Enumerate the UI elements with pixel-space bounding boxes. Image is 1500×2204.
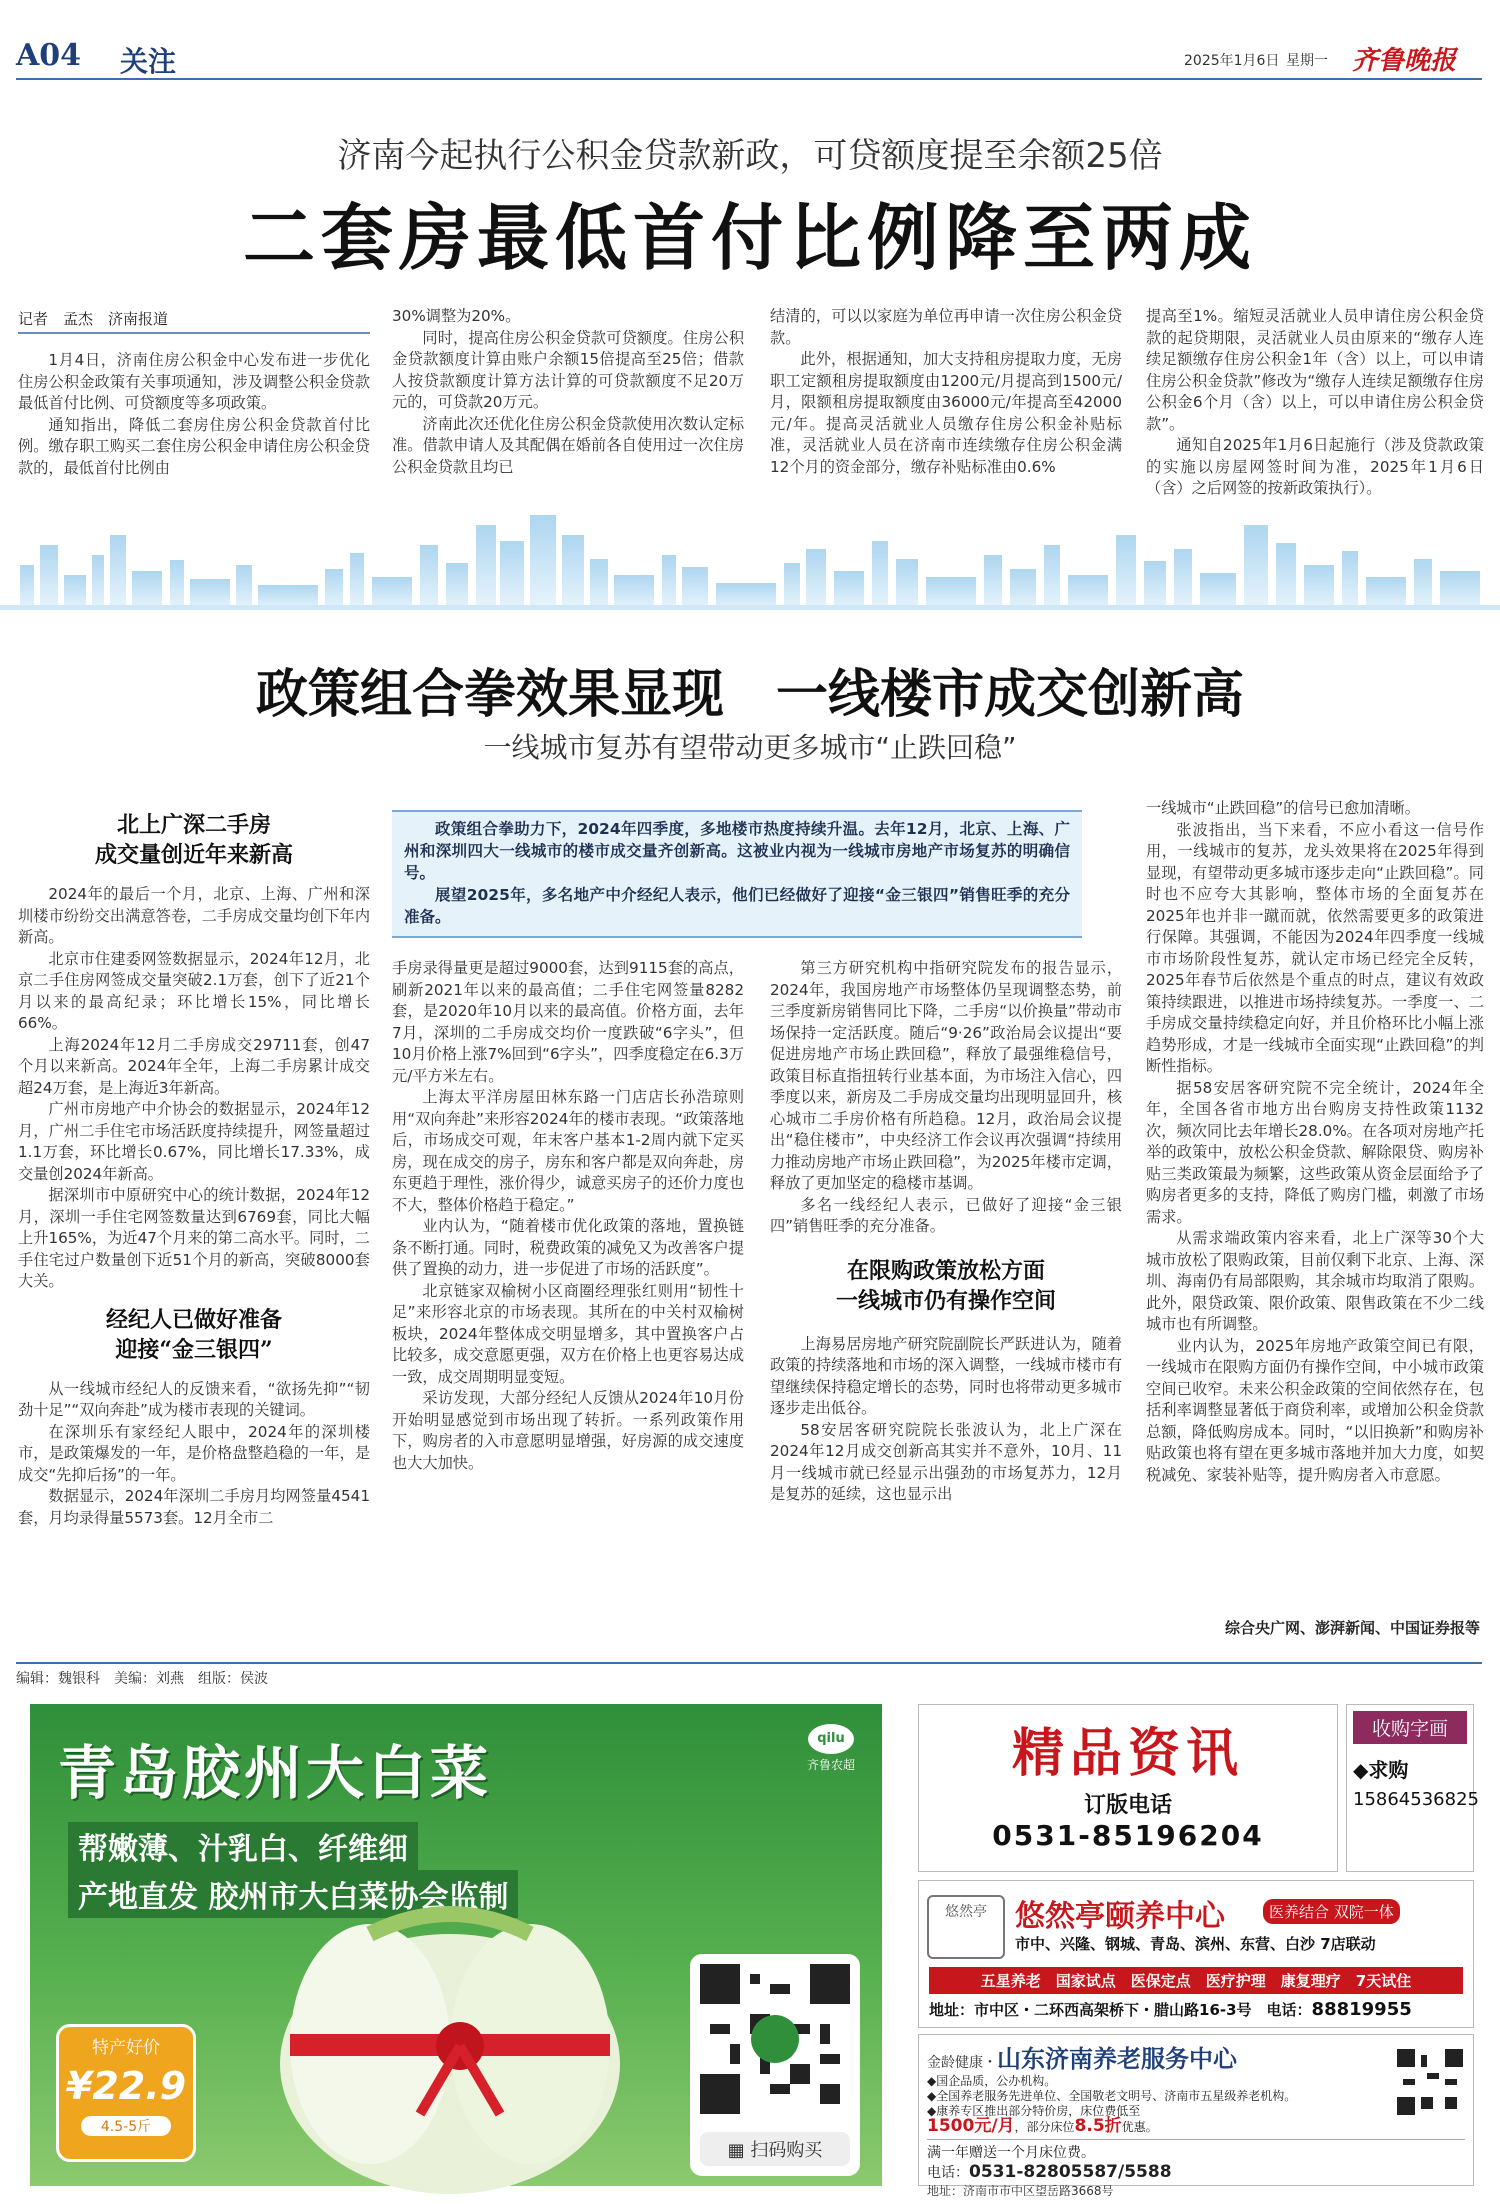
page-header — [16, 30, 1482, 80]
paragraph: 采访发现，大部分经纪人反馈从2024年10月份开始明显感觉到市场出现了转折。一系列政策作用下，购房者的入市意愿明显增强，好房源的成交速度也大大加快。 — [392, 1389, 744, 1472]
issue-weekday: 星期一 — [1286, 53, 1328, 69]
subheading-1: 北上广深二手房 成交量创近年来新高 — [94, 812, 293, 868]
brand-name: 齐鲁农超 — [806, 1758, 855, 1772]
collect-ad[interactable] — [1346, 1704, 1479, 1872]
collect-buy: ◆求购 — [1353, 1758, 1409, 1782]
main-column-4 — [1146, 798, 1484, 1613]
qr-label[interactable]: ▦ 扫码购买 — [700, 2132, 850, 2166]
paragraph: 业内认为，“随着楼市优化政策的落地，置换链条不断打通。同时，税费政策的减免又为改善客户提供了置换的动力，进一步促进了市场的活跃度”。 — [392, 1217, 744, 1278]
elder-price: 1500元/月 — [927, 2116, 1015, 2136]
main-subhead: 一线城市复苏有望带动更多城市“止跌回稳” — [483, 731, 1017, 764]
elder-tel: 0531-82805587/5588 — [969, 2162, 1172, 2182]
paragraph: 1月4日，济南住房公积金中心发布进一步优化住房公积金政策有关事项通知，涉及调整公积金贷款最低首付比例、可贷额度等多项政策。 — [18, 351, 370, 412]
youran-address — [929, 1999, 1412, 2020]
main-column-3 — [770, 958, 1122, 1640]
paragraph: 业内认为，2025年房地产政策空间已有限，一线城市在限购方面仍有操作空间，中小城市政策空间已收窄。未来公积金政策的空间依然存在，包括利率调整显著低于商贷利率，或增加公积金贷款总额，降低购房成本。同时，“以旧换新”和购房补贴政策也将有望在更多城市落地并加大力度，如契税减免、家装补贴等，提升购房者入市意愿。 — [1146, 1336, 1484, 1484]
paragraph: 上海易居房地产研究院副院长严跃进认为，随着政策的持续落地和市场的深入调整，一线城市楼市有望继续保持稳定增长的态势，同时也将带动更多城市逐步走出低谷。 — [770, 1334, 1122, 1417]
top-column-3 — [770, 306, 1122, 515]
paragraph: 提高至1%。缩短灵活就业人员申请住房公积金贷款的起贷期限，灵活就业人员由原来的“缴存人连续足额缴存住房公积金1年（含）以上，可以申请住房公积金贷款”修改为“缴存人连续足额缴存住房公积金6个月（含）以上，可以申请住房公积金贷款”。 — [1146, 307, 1484, 433]
price-value: ¥22.9 — [65, 2064, 187, 2108]
elder-tel-label: 电话： — [927, 2165, 969, 2181]
youran-cities: 市中、兴隆、钢城、青岛、滨州、东营、白沙 7店联动 — [1015, 1935, 1376, 1953]
elder-tel-row — [927, 2162, 1465, 2182]
paragraph: 北京链家双榆树小区商圈经理张红则用“韧性十足”来形容北京的市场表现。其所在的中关村双榆树板块，2024年整体成交明显增多，其中置换客户占比较多，成交意愿更强，双方在价格上也更容易达成一致，成交周期明显变短。 — [392, 1281, 744, 1386]
brand-badge: qilu — [808, 1724, 854, 1754]
paragraph: 从需求端政策内容来看，北上广深等30个大城市放松了限购政策，目前仅剩下北京、上海、深圳、海南仍有局部限购，其余城市均取消了限购。此外，限贷政策、限价政策、限售政策在不少二线城市也有所调整。 — [1146, 1229, 1484, 1333]
paragraph: 数据显示，2024年深圳二手房月均网签量4541套，月均录得量5573套。12月全市二 — [18, 1487, 370, 1527]
top-headline: 二套房最低首付比例降至两成 — [242, 195, 1257, 280]
lead-box — [392, 810, 1082, 938]
elder-tail: ，部分床位 — [1014, 2120, 1075, 2134]
top-column-4 — [1146, 306, 1484, 515]
top-byline: 记者 孟杰 济南报道 — [18, 308, 370, 334]
paragraph: 在深圳乐有家经纪人眼中，2024年的深圳楼市，是政策爆发的一年，是价格盘整趋稳的一年，是成交“先抑后扬”的一年。 — [18, 1422, 370, 1484]
elder-discount: 8.5折 — [1074, 2116, 1122, 2136]
elder-item: ◆康养专区推出部分特价房，床位费低至 — [927, 2104, 1141, 2118]
sources-credit: 综合央广网、澎湃新闻、中国证券报等 — [1224, 1619, 1480, 1637]
youran-title: 悠然亭颐养中心 — [1015, 1899, 1225, 1934]
info-ad[interactable] — [918, 1704, 1338, 1872]
paragraph: 2024年的最后一个月，北京、上海、广州和深圳楼市纷纷交出满意答卷，二手房成交量均创下年内新高。 — [18, 885, 370, 946]
subheading-3: 在限购政策放松方面 一线城市仍有操作空间 — [835, 1257, 1056, 1314]
paragraph: 广州市房地产中介协会的数据显示，2024年12月，广州二手住宅市场活跃度持续提升，网签量超过1.1万套，环比增长0.67%，同比增长17.33%，成交量创2024年新高。 — [18, 1100, 370, 1183]
paragraph: 展望2025年，多名地产中介经纪人表示，他们已经做好了迎接“金三银四”销售旺季的充分准备。 — [404, 886, 1070, 926]
paper-logo: 齐鲁晚报 — [1352, 46, 1457, 76]
collect-phone: 15864536825 — [1353, 1789, 1479, 1810]
youran-logo: 悠然亭 — [927, 1895, 1005, 1959]
info-ad-title: 精品资讯 — [1011, 1723, 1244, 1784]
paragraph: 从一线城市经纪人的反馈来看，“欲扬先抑”“韧劲十足”“双向奔赴”成为楼市表现的关键词。 — [18, 1379, 370, 1419]
paragraph: 上海2024年12月二手房成交29711套，创47个月以来新高。2024年全年，上海二手房累计成交超24万套，是上海近3年新高。 — [18, 1035, 370, 1097]
paragraph: 北京市住建委网签数据显示，2024年12月，北京二手住房网签成交量突破2.1万套，创下了近21个月以来的最高纪录；环比增长15%，同比增长66%。 — [18, 949, 370, 1032]
paragraph: 据58安居客研究院不完全统计，2024年全年，全国各省市地方出台购房支持性政策1132次，频次同比去年增长28.0%。在各项对房地产托举的政策中，放松公积金贷款、解除限贷、购房补贴三类政策最为频繁，这些政策从资金层面给予了购房者更多的支持，降低了购房门槛，刺激了市场需求。 — [1146, 1078, 1484, 1226]
paragraph: 通知指出，降低二套房住房公积金贷款首付比例。缴存职工购买二套住房公积金申请住房公积金贷款的，最低首付比例由 — [18, 415, 370, 477]
paragraph: 此外，根据通知，加大支持租房提取力度，无房职工定额租房提取额度由1200元/月提高到1500元/月，限额租房提取额度由36000元/年提高至42000元/年。提高灵活就业人员缴存住房公积金补贴标准，灵活就业人员在济南市连续缴存住房公积金满12个月的资金部分，缴存补贴标准由0.6% — [770, 350, 1122, 476]
section-name: 关注 — [120, 45, 177, 78]
youran-ad[interactable] — [918, 1880, 1474, 2028]
cabbage-feature-1: 帮嫩薄、汁乳白、纤维细 — [68, 1822, 418, 1870]
paragraph: 据深圳市中原研究中心的统计数据，2024年12月，深圳一手住宅网签数量达到6769套，同比大幅上升165%，为近47个月来的第二高水平。同时，二手住宅过户数量创下近51个月的新高，突破8000套大关。 — [18, 1186, 370, 1290]
price-weight: 4.5-5斤 — [81, 2116, 171, 2136]
elder-qr-code-icon[interactable] — [1397, 2049, 1463, 2115]
paragraph: 政策组合拳助力下，2024年四季度，多地楼市热度持续升温。去年12月，北京、上海、广州和深圳四大一线城市的楼市成交量齐创新高。这被业内视为一线城市房地产市场复苏的明确信号。 — [404, 820, 1070, 882]
editor-credits — [16, 1662, 1482, 1688]
paragraph: 同时，提高住房公积金贷款可贷额度。住房公积金贷款额度计算由账户余额15倍提高至25倍；借款人按贷款额度计算方法计算的可贷款额度不足20万元的，可贷款20万元。 — [392, 328, 744, 411]
top-kicker: 济南今起执行公积金贷款新政，可贷额度提至余额25倍 — [337, 136, 1163, 176]
youran-tel: 88819955 — [1311, 1999, 1412, 2020]
qr-code-icon — [700, 1964, 850, 2114]
main-column-2 — [392, 958, 744, 1640]
price-badge-top: 特产好价 — [92, 2038, 160, 2058]
paragraph: 第三方研究机构中指研究院发布的报告显示，2024年，我国房地产市场整体仍呈现调整态势，前三季度新房销售同比下降，二手房“以价换量”带动市场保持一定活跃度。随后“9·26”政治局会议提出“要促进房地产市场止跌回稳”，释放了最强维稳信号，政策目标直指扭转行业基本面，为市场注入信心，四季度以来，新房及二手房成交量均出现明显回升，核心城市二手房价格有所趋稳。12月，政治局会议提出“稳住楼市”，中央经济工作会议再次强调“持续用力推动房地产市场止跌回稳”，为2025年楼市定调，释放了更加坚定的稳楼市基调。 — [770, 959, 1122, 1192]
paragraph: 58安居客研究院院长张波认为，北上广深在2024年12月成交创新高其实并不意外，10月、11月一线城市就已经显示出强劲的市场复苏力，12月是复苏的延续，这也显示出 — [770, 1420, 1122, 1503]
top-column-1 — [18, 350, 370, 515]
qr-label-text: 扫码购买 — [750, 2140, 823, 2161]
main-headline: 政策组合拳效果显现 一线楼市成交创新高 — [255, 664, 1244, 725]
cabbage-illustration — [220, 1874, 680, 2204]
collect-tag: 收购字画 — [1353, 1711, 1467, 1744]
elder-promo: 满一年赠送一个月床位费。 — [927, 2139, 1465, 2162]
issue-date: 2025年1月6日 — [1184, 53, 1280, 69]
info-ad-sub: 订版电话 — [1083, 1793, 1172, 1818]
qr-code-card[interactable] — [690, 1954, 860, 2176]
elder-title-row — [927, 2039, 1465, 2074]
youran-badge: 医养结合 双院一体 — [1263, 1899, 1400, 1924]
elder-care-ad[interactable] — [918, 2034, 1474, 2198]
brand-logo — [796, 1724, 866, 1773]
paragraph: 济南此次还优化住房公积金贷款使用次数认定标准。借款申请人及其配偶在婚前各自使用过一次住房公积金贷款且均已 — [392, 414, 744, 476]
price-badge — [56, 2024, 196, 2162]
paragraph: 上海太平洋房屋田林东路一门店店长孙浩琼则用“双向奔赴”来形容2024年的楼市表现。“政策落地后，市场成交可观，年末客户基本1-2周内就下定买房，现在成交的房子，房东和客户都是双向奔赴，房东更趋于理性，涨价得少，诚意买房子的还价力度也不大，整体价格趋于稳定。” — [392, 1088, 744, 1214]
youran-features: 五星养老 国家试点 医保定点 医疗护理 康复理疗 7天试住 — [929, 1967, 1463, 1994]
elder-price-line — [927, 2116, 1367, 2136]
paragraph: 手房录得量更是超过9000套，达到9115套的高点，刷新2021年以来的最高值；二手住宅网签量8282套，是2020年10月以来的最高值。价格方面，去年7月，深圳的二手房成交均价一度跌破“6字头”，但10月价格上涨7%回到“6字头”，四季度稳定在6.3万元/平方米左右。 — [392, 959, 744, 1085]
paragraph: 通知自2025年1月6日起施行（涉及贷款政策的实施以房屋网签时间为准，2025年1月6日（含）之后网签的按新政策执行）。 — [1146, 436, 1484, 497]
cabbage-title: 青岛胶州大白菜 — [58, 1739, 493, 1807]
cabbage-ad[interactable] — [30, 1704, 882, 2186]
elder-prefix: 金龄健康・ — [927, 2055, 997, 2071]
paragraph: 结清的，可以以家庭为单位再申请一次住房公积金贷款。 — [770, 307, 1122, 347]
page-number: A04 — [16, 38, 82, 73]
paragraph: 一线城市“止跌回稳”的信号已愈加清晰。 — [1146, 799, 1420, 817]
elder-address: 地址：济南市市中区望岳路3668号 — [927, 2184, 1114, 2198]
elder-title: 山东济南养老服务中心 — [997, 2044, 1237, 2073]
elder-item: ◆国企品质，公办机构。 — [927, 2074, 1057, 2088]
main-column-1 — [18, 810, 370, 1640]
elder-tail2: 优惠。 — [1121, 2120, 1158, 2134]
city-skyline-illustration — [0, 505, 1500, 610]
elder-item: ◆全国养老服务先进单位、全国敬老文明号、济南市五星级养老机构。 — [927, 2089, 1297, 2103]
info-ad-phone: 0531-85196204 — [992, 1819, 1264, 1852]
paragraph: 张波指出，当下来看，不应小看这一信号作用，一线城市的复苏，龙头效果将在2025年得到显现，有望带动更多城市逐步走向“止跌回稳”。同时也不应夸大其影响，整体市场的全面复苏在2025年也并非一蹴而就，依然需要更多的政策进行保障。其强调，不能因为2024年四季度一线城市市场阶段性复苏，就认定市场已经完全反转，2025年春节后依然是个重点的时点，建议有效政策持续跟进，以推进市场持续复苏。一季度一、二手房成交量持续稳定向好，并且价格环比小幅上涨趋势形成，才是一线城市全面实现“止跌回稳”的判断性指标。 — [1146, 820, 1484, 1075]
subheading-2: 经纪人已做好准备 迎接“金三银四” — [105, 1306, 282, 1363]
youran-address-text: 地址：市中区・二环西高架桥下・腊山路16-3号 电话： — [929, 2001, 1312, 2019]
top-column-2 — [392, 306, 744, 515]
paragraph: 多名一线经纪人表示，已做好了迎接“金三银四”销售旺季的充分准备。 — [770, 1195, 1122, 1235]
editor-credits-text: 编辑：魏银科 美编：刘燕 组版：侯波 — [16, 1671, 268, 1687]
cabbage-feature-2: 产地直发 胶州市大白菜协会监制 — [68, 1870, 518, 1918]
paragraph: 30%调整为20%。 — [392, 307, 521, 325]
